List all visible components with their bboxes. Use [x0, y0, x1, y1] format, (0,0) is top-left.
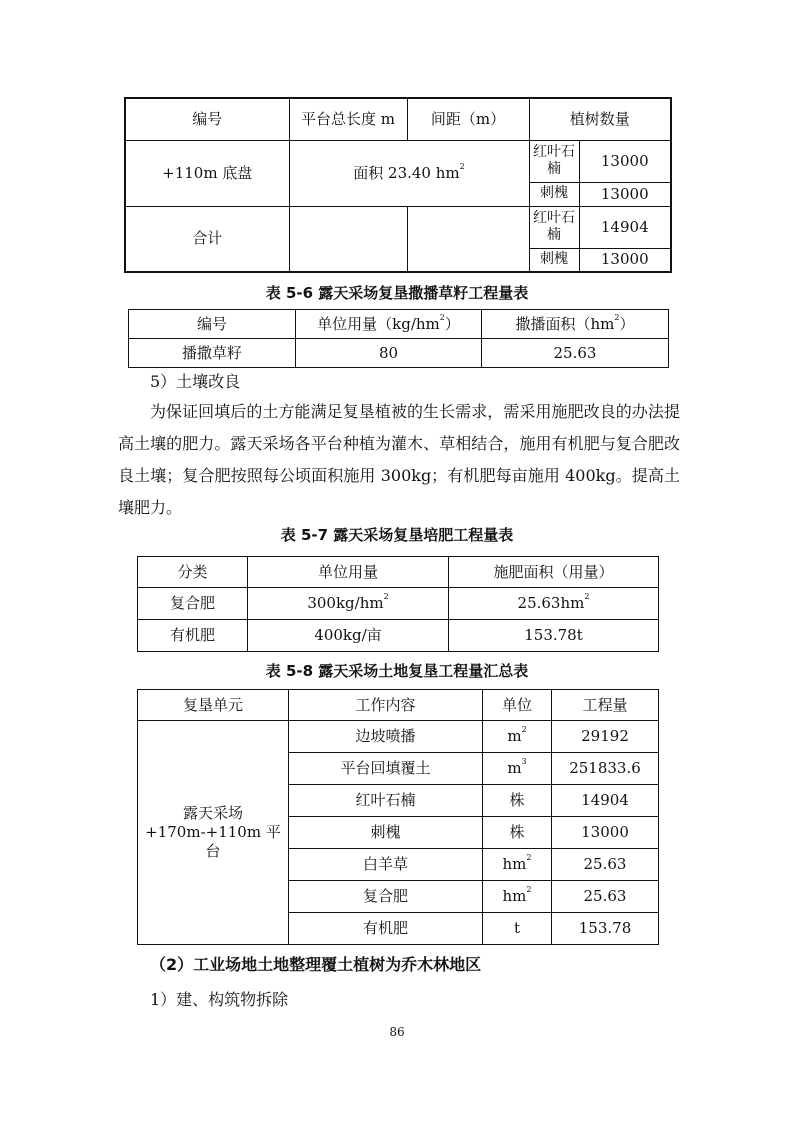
count-cell: 13000 — [579, 182, 671, 206]
cell-unit: 400kg/亩 — [248, 620, 449, 652]
cell-unit: $300kg/hm^2$ — [248, 588, 449, 620]
header-id: 编号 — [125, 98, 289, 140]
cell-amount: $25.63hm^2$ — [449, 588, 659, 620]
table-5-7-caption: 表 5-7 露天采场复垦培肥工程量表 — [280, 526, 514, 544]
header-amount: 施肥面积（用量） — [449, 557, 659, 588]
header-quantity: 工程量 — [552, 690, 659, 721]
header-unit-usage: 单位用量 — [248, 557, 449, 588]
cell-area: 25.63 — [482, 339, 669, 368]
cell-work: 边坡喷播 — [289, 721, 483, 753]
cell-unit: 株 — [483, 785, 552, 817]
header-category: 分类 — [138, 557, 248, 588]
count-cell: 13000 — [579, 248, 671, 272]
header-unit: 单位 — [483, 690, 552, 721]
cell-usage: 80 — [296, 339, 482, 368]
cell-qty: 25.63 — [552, 849, 659, 881]
cell-qty: 14904 — [552, 785, 659, 817]
header-work: 工作内容 — [289, 690, 483, 721]
species-cell: 红叶石楠 — [529, 140, 579, 182]
cell-work: 刺槐 — [289, 817, 483, 849]
reclaim-unit-cell: 露天采场 +170m-+110m 平台 — [138, 721, 289, 945]
table-5-8 — [137, 689, 659, 945]
row-area: 面积 23.40 $hm^2$ — [289, 140, 529, 206]
species-cell: 刺槐 — [529, 182, 579, 206]
empty-cell — [289, 206, 407, 272]
species-cell: 红叶石楠 — [529, 206, 579, 248]
cell-work: 复合肥 — [289, 881, 483, 913]
species-cell: 刺槐 — [529, 248, 579, 272]
row-name-total: 合计 — [125, 206, 289, 272]
header-id: 编号 — [129, 310, 296, 339]
soil-paragraph: 为保证回填后的土方能满足复垦植被的生长需求，需采用施肥改良的办法提高土壤的肥力。露天采场各平台种植为灌木、草相结合，施用有机肥与复合肥改良土壤；复合肥按照每公顷面积施用 300kg；有机肥每亩施用 400kg。提高土壤肥力。 — [118, 402, 680, 517]
cell-work: 平台回填覆土 — [289, 753, 483, 785]
cell-category: 复合肥 — [138, 588, 248, 620]
header-unit-name: 复垦单元 — [138, 690, 289, 721]
cell-qty: 25.63 — [552, 881, 659, 913]
cell-unit: t — [483, 913, 552, 945]
count-cell: 14904 — [579, 206, 671, 248]
count-cell: 13000 — [579, 140, 671, 182]
cell-unit: $hm^2$ — [483, 881, 552, 913]
cell-unit: 株 — [483, 817, 552, 849]
table-5-6 — [128, 309, 669, 368]
section-heading-soil: 5）土壤改良 — [150, 372, 241, 391]
cell-unit: $hm^2$ — [483, 849, 552, 881]
page-number: 86 — [389, 1025, 405, 1039]
section-heading-industrial: （2）工业场地土地整理覆土植树为乔木林地区 — [150, 955, 482, 974]
cell-work: 有机肥 — [289, 913, 483, 945]
subsection-demolition: 1）建、构筑物拆除 — [150, 990, 289, 1009]
table-5-8-caption: 表 5-8 露天采场土地复垦工程量汇总表 — [265, 662, 529, 680]
cell-qty: 251833.6 — [552, 753, 659, 785]
header-spacing: 间距（m） — [407, 98, 529, 140]
planting-table — [124, 97, 672, 273]
header-count: 植树数量 — [529, 98, 671, 140]
cell-amount: 153.78t — [449, 620, 659, 652]
cell-category: 有机肥 — [138, 620, 248, 652]
header-sow-area: 撒播面积$(hm^2)$ — [482, 310, 669, 339]
cell-item: 播撒草籽 — [129, 339, 296, 368]
cell-unit: $m^3$ — [483, 753, 552, 785]
cell-work: 红叶石楠 — [289, 785, 483, 817]
header-unit-usage: 单位用量$(kg/hm^2)$ — [296, 310, 482, 339]
cell-qty: 13000 — [552, 817, 659, 849]
empty-cell — [407, 206, 529, 272]
header-length: 平台总长度 m — [289, 98, 407, 140]
table-5-6-caption: 表 5-6 露天采场复垦撒播草籽工程量表 — [265, 284, 529, 302]
cell-unit: $m^2$ — [483, 721, 552, 753]
table-5-7 — [137, 556, 659, 652]
cell-qty: 29192 — [552, 721, 659, 753]
row-name-110m: +110m 底盘 — [125, 140, 289, 206]
cell-work: 白羊草 — [289, 849, 483, 881]
cell-qty: 153.78 — [552, 913, 659, 945]
